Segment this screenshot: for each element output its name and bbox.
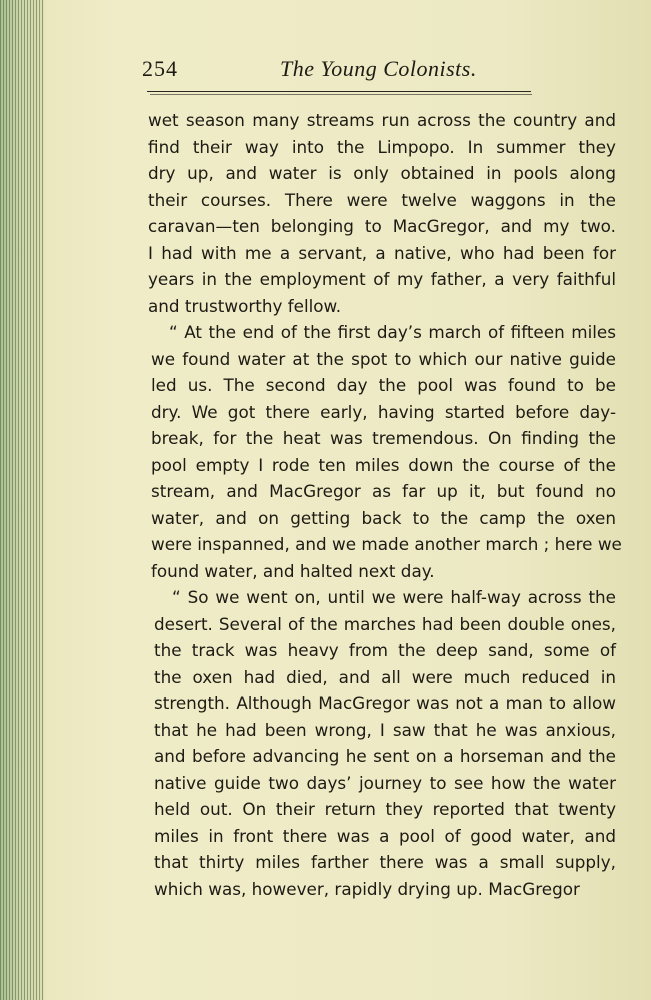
text-line: that he had been wrong, I saw that he was anxious, xyxy=(154,719,616,740)
text-line: miles in front there was a pool of good water, and xyxy=(154,825,616,846)
text-line: which was, however, rapidly drying up. MacGregor xyxy=(154,878,580,899)
text-line: stream, and MacGregor as far up it, but found no xyxy=(151,481,616,501)
text-line: “ At the end of the first day’s march of fifteen miles xyxy=(169,322,616,342)
paragraph xyxy=(148,584,616,902)
text-line: their courses. There were twelve waggons in the xyxy=(148,189,616,210)
text-line: break, for the heat was tremendous. On finding the xyxy=(151,428,616,448)
text-line: we found water at the spot to which our native guide xyxy=(151,348,616,369)
page-header xyxy=(142,56,502,88)
text-line: and trustworthy fellow. xyxy=(148,295,342,316)
paragraph xyxy=(148,319,622,584)
text-line: caravan—ten belonging to MacGregor, and my two. xyxy=(148,216,616,236)
text-line: find their way into the Limpopo. In summer they xyxy=(148,136,616,157)
text-line: I had with me a servant, a native, who had been for xyxy=(148,242,616,263)
running-title: The Young Colonists. xyxy=(280,56,477,81)
text-line: dry. We got there early, having started before day- xyxy=(151,401,616,422)
text-line: dry up, and water is only obtained in pools along xyxy=(148,163,616,183)
text-line: that thirty miles farther there was a small supply, xyxy=(154,852,616,872)
book-spine-edge xyxy=(0,0,44,1000)
text-line: were inspanned, and we made another march ; here we xyxy=(151,534,622,554)
paragraph xyxy=(148,107,616,319)
text-line: years in the employment of my father, a very faithful xyxy=(148,269,616,289)
text-line: water, and on getting back to the camp the oxen xyxy=(151,507,616,528)
text-line: the oxen had died, and all were much reduced in xyxy=(154,666,616,687)
text-line: strength. Although MacGregor was not a man to allow xyxy=(154,693,616,713)
text-line: pool empty I rode ten miles down the course of the xyxy=(151,454,616,475)
text-line: found water, and halted next day. xyxy=(151,560,435,581)
header-rule xyxy=(147,91,531,92)
body-text xyxy=(148,107,622,902)
text-line: and before advancing he sent on a horseman and the xyxy=(154,746,616,766)
text-line: desert. Several of the marches had been double ones, xyxy=(154,613,616,634)
text-line: native guide two days’ journey to see how the water xyxy=(154,772,616,793)
text-line: wet season many streams run across the country and xyxy=(148,110,616,130)
text-line: held out. On their return they reported that twenty xyxy=(154,799,616,819)
text-line: “ So we went on, until we were half-way across the xyxy=(172,587,616,607)
text-line: the track was heavy from the deep sand, some of xyxy=(154,640,616,660)
page-number: 254 xyxy=(142,56,178,81)
text-line: led us. The second day the pool was found to be xyxy=(151,375,616,395)
header-rule-double xyxy=(150,94,532,95)
